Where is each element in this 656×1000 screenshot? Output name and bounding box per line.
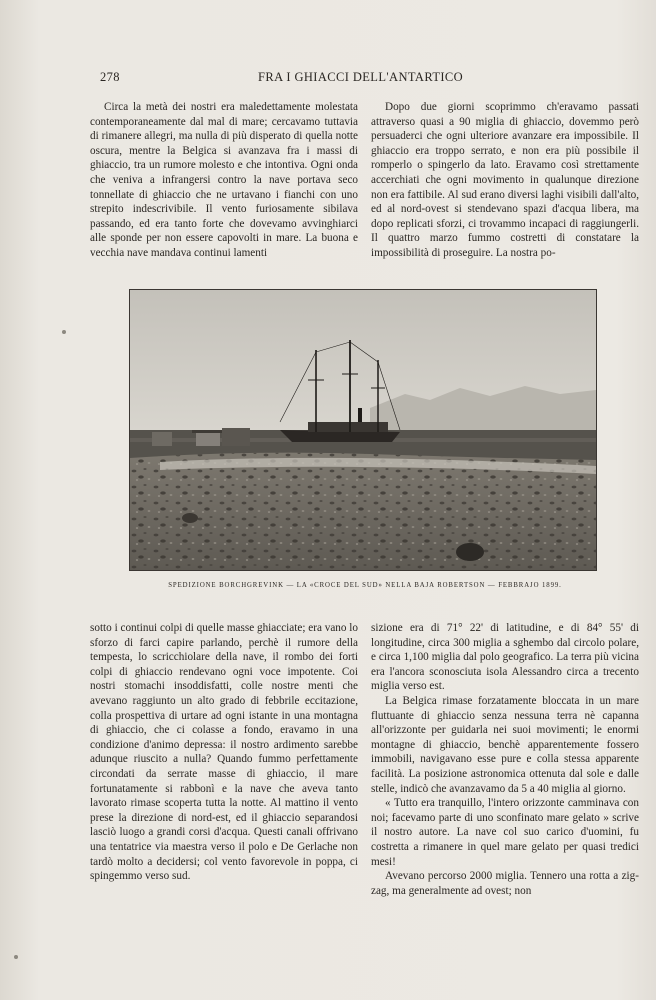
column-top-right xyxy=(371,100,639,261)
ship-photograph-art xyxy=(130,290,596,570)
paragraph: La Belgica rimase forzatamente bloccata in un mare fluttuante di ghiaccio senza nessuna terra nè capanna all'orizzonte per guidarla nei suoi movimenti; le enormi montagne di ghiaccio, benchè apparentemente fossero immobili, navigavano esse pure e colla stessa apparente facilità. La posizione astronomica ottenuta dal sole e dalle stelle, indicò che avanzavamo da 5 a 40 miglia al giorno. xyxy=(371,694,639,795)
column-top-left xyxy=(90,100,358,261)
page-number: 278 xyxy=(100,70,120,84)
ship-photograph xyxy=(129,289,597,571)
paper-speck xyxy=(14,955,18,959)
column-bottom-right xyxy=(371,621,639,898)
paragraph: « Tutto era tranquillo, l'intero orizzonte camminava con noi; facevamo parte di uno sconfinato mare gelato » scrive il nostro autore. La nave col suo carico d'uomini, fu costretta a rimanere in quel mare gelato per quasi tredici mesi! xyxy=(371,797,639,868)
photo-caption: SPEDIZIONE BORCHGREVINK — LA «CROCE DEL SUD» NELLA BAJA ROBERTSON — FEBBRAJO 1899. xyxy=(168,582,562,589)
paragraph: Circa la metà dei nostri era maledettamente molestata contemporaneamente dal mal di mare; cercavamo tuttavia di rimanere allegri, ma nulla di più disperato di quella notte oscura, mentre la Belgica si avanzava fra i massi di ghiaccio, tra un rumore molesto e che intontiva. Ogni onda che veniva a infrangersi contro la nave portava seco tonnellate di ghiaccio che ne urtavano i fianchi con uno strepito indescrivibile. Il vento furiosamente sibilava passando, ed era tanto forte che dovevamo avvinghiarci alle sponde per non essere capovolti in mare. La buona e vecchia nave mandava continui lamenti xyxy=(90,101,358,259)
paper-speck xyxy=(62,330,66,334)
paragraph: Avevano percorso 2000 miglia. Tennero una rotta a zig-zag, ma generalmente ad ovest; non xyxy=(371,870,639,897)
column-bottom-left xyxy=(90,621,358,884)
paragraph: sotto i continui colpi di quelle masse ghiacciate; era vano lo sforzo di farci capire parlando, perchè il rumore della tempesta, lo scricchiolare della nave, il rombo dei forti colpi di ghiaccio rendevano ogni voce impotente. Coi nostri stomachi insoddisfatti, colle nostre menti che avevano raggiunto un alto grado di febbrile eccitazione, colla prospettiva di urtare ad ogni istante in una montagna di ghiaccio, che ci colasse a fondo, eravamo in una condizione d'animo depressa: il nostro ardimento sarebbe adunque riuscito a nulla? Quando fummo perfettamente circondati da serrate masse di ghiaccio, il mare fortunatamente si rabbonì e la nave che aveva tanto lavorato rimase scoperta tutta la notte. Al mattino il vento prese la direzione di nord-est, ed il ghiaccio separandosi lasciò luogo a grandi corsi d'acqua. Questi canali offrivano una tentatrice via maestra verso il polo e De Gerlache non tardò molto a decidersi; col vento favorevole in poppa, ci spingemmo verso sud. xyxy=(90,622,358,883)
running-header xyxy=(100,70,596,90)
running-title: FRA I GHIACCI DELL'ANTARTICO xyxy=(258,70,464,84)
paragraph: sizione era di 71° 22' di latitudine, e di 84° 55' di longitudine, circa 300 miglia a sghembo dal circolo polare, e circa 1,100 miglia dal polo geografico. La terra più vicina era l'ancora sconosciuta isola Alessandro circa a trecento miglia verso est. xyxy=(371,622,639,693)
paragraph: Dopo due giorni scoprimmo ch'eravamo passati attraverso quasi a 90 miglia di ghiaccio, dovemmo però persuaderci che ogni ulteriore avanzare era impossibile. Il ghiaccio era troppo serrato, e non era più possibile il romperlo o spingerlo da lato. Eravamo così strettamente accerchiati che ogni movimento in qualunque direzione non era fattibile. Al sud erano diversi laghi visibili dall'alto, ed al nord-ovest si stendevano spazi d'acqua libera, ma dopo replicati sforzi, ci trovammo incapaci di raggiungerli. Il quattro marzo fummo costretti di constatare la impossibilità di proseguire. La nostra po- xyxy=(371,101,639,259)
